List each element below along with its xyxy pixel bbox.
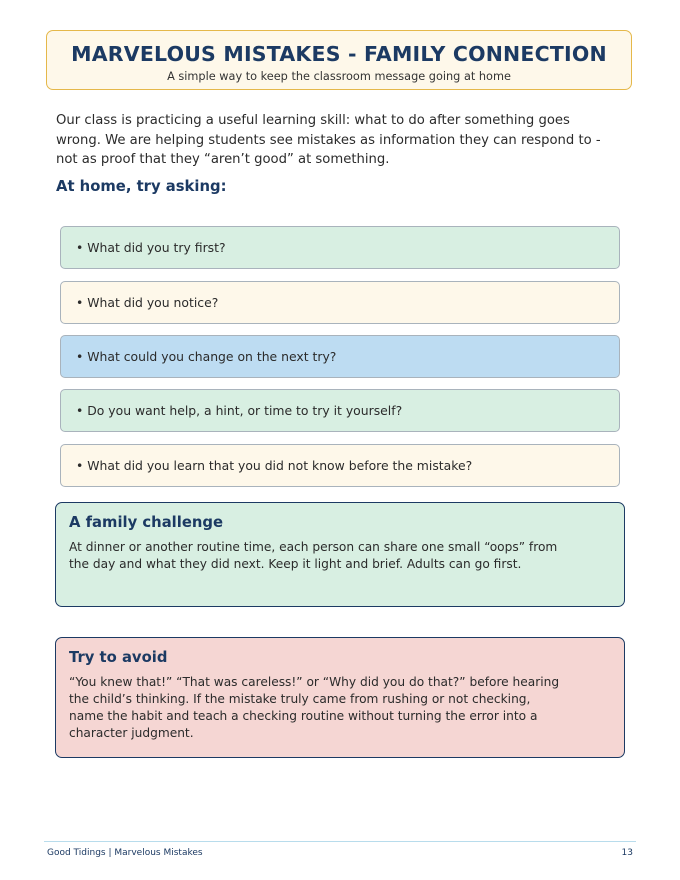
try-to-avoid-card bbox=[55, 637, 625, 758]
questions-heading: At home, try asking: bbox=[56, 178, 227, 195]
try-to-avoid-body: “You knew that!” “That was careless!” or “Why did you do that?” before hearing the child’s thinking. If the mistake truly came from rushing or not checking, name the habit and teach a checking routine without turning the error into a character judgment. bbox=[69, 675, 560, 740]
title-banner bbox=[46, 30, 632, 90]
family-challenge-card bbox=[55, 502, 625, 607]
family-challenge-body: At dinner or another routine time, each person can share one small “oops” from the day and what they did next. Keep it light and brief. Adults can go first. bbox=[69, 540, 558, 571]
footer-divider bbox=[44, 841, 636, 842]
page-title: MARVELOUS MISTAKES - FAMILY CONNECTION bbox=[71, 42, 607, 66]
question-item: • What did you notice? bbox=[60, 281, 620, 324]
intro-paragraph: Our class is practicing a useful learning skill: what to do after something goes wrong. We are helping students see mistakes as information they can respond to - not as proof that they “aren’t good” at something. bbox=[56, 113, 601, 167]
try-to-avoid-title: Try to avoid bbox=[69, 649, 168, 666]
family-challenge-title: A family challenge bbox=[69, 514, 224, 531]
page-subtitle: A simple way to keep the classroom message going at home bbox=[167, 70, 511, 83]
question-item: • What did you try first? bbox=[60, 226, 620, 269]
question-item: • Do you want help, a hint, or time to try it yourself? bbox=[60, 389, 620, 432]
footer-label: Good Tidings | Marvelous Mistakes bbox=[47, 848, 203, 858]
question-item: • What did you learn that you did not know before the mistake? bbox=[60, 444, 620, 487]
question-item: • What could you change on the next try? bbox=[60, 335, 620, 378]
page-number: 13 bbox=[621, 848, 633, 858]
